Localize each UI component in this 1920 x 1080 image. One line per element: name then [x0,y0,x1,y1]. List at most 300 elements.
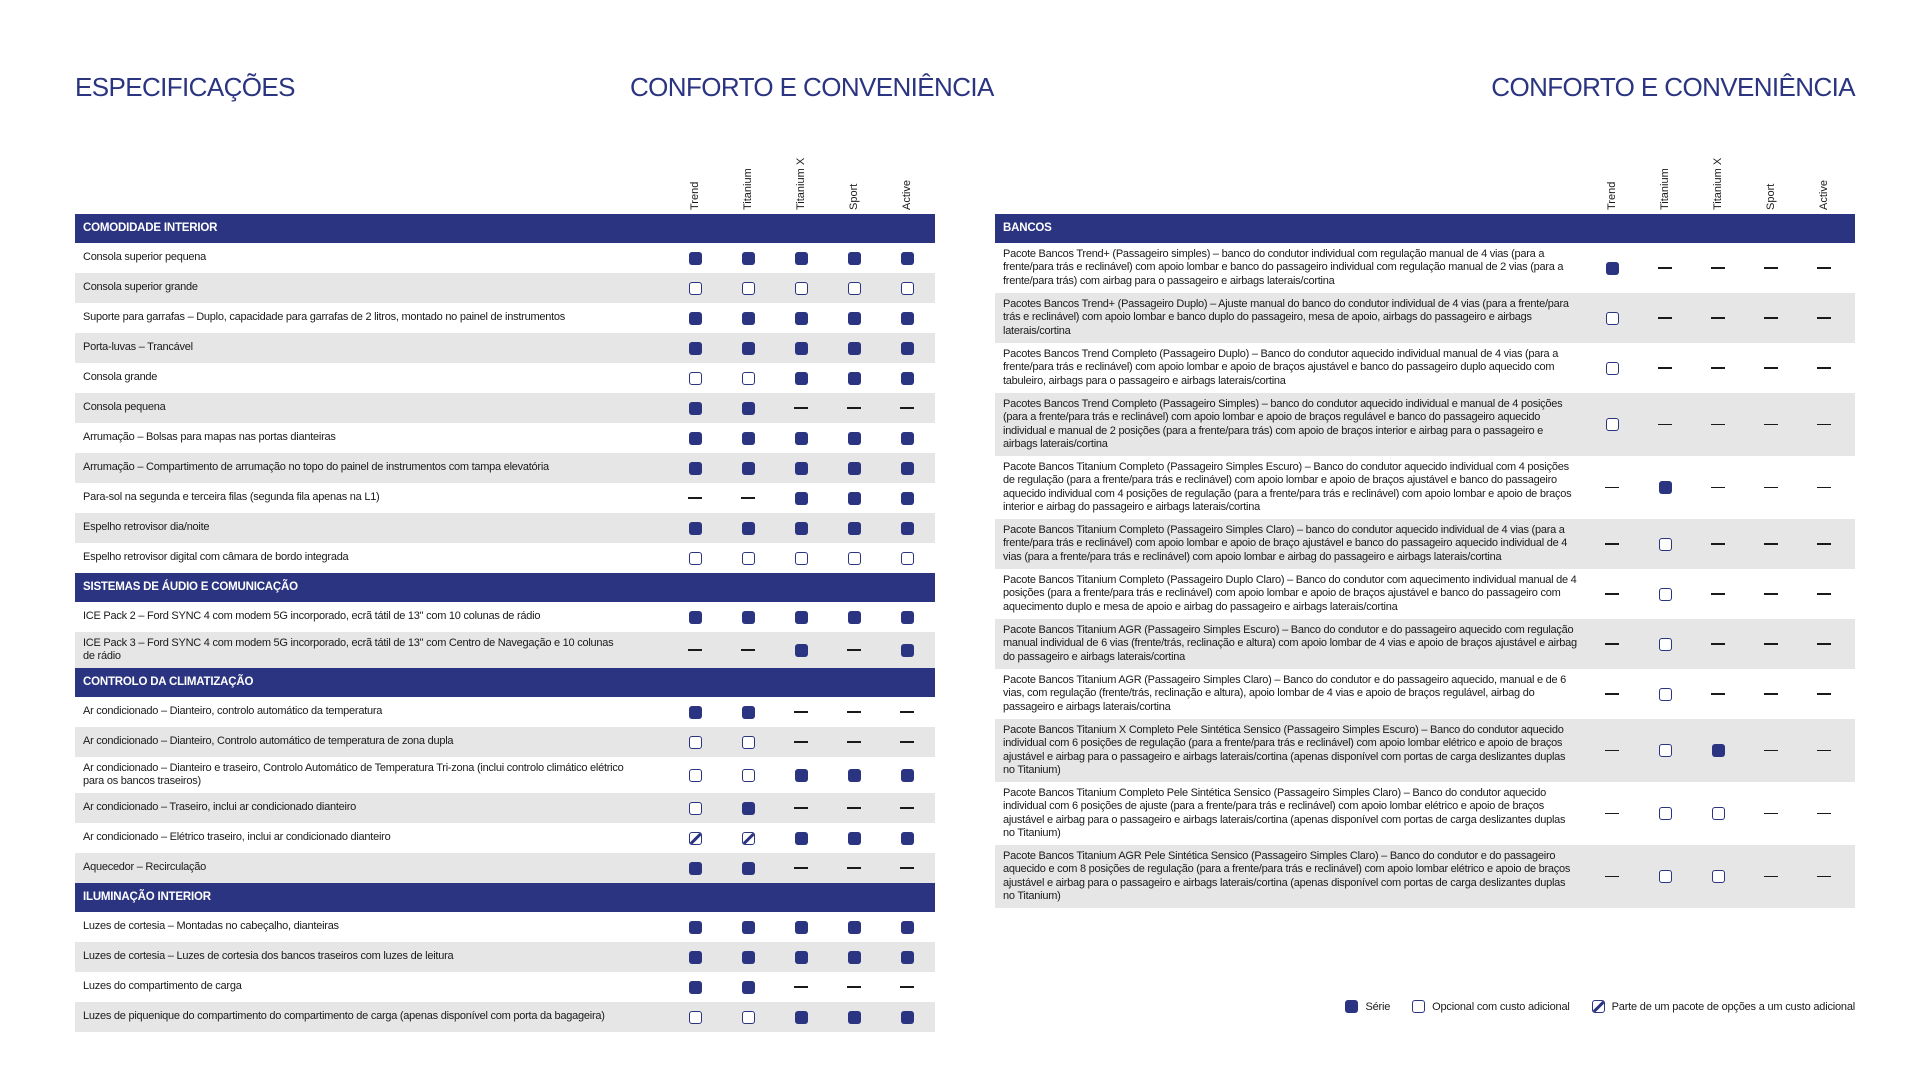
section-header: CONTROLO DA CLIMATIZAÇÃO [75,668,935,697]
column-header-label: Sport [1765,183,1777,210]
optional-square-icon [689,802,702,815]
availability-cell [847,311,861,325]
not-available-dash-icon [847,986,861,988]
optional-square-icon [901,282,914,295]
availability-cell [688,801,702,815]
not-available-dash-icon [1817,367,1831,369]
not-available-dash-icon [741,649,755,651]
column-header-trend [1605,150,1619,210]
row-label: Pacote Bancos Titanium AGR (Passageiro Simples Claro) – Banco do condutor e do passageiro aquecido, manual e de 6 vias, com regulação (frente/trás, reclinação e altura), apoio lombar de 4 vias e apoio de braços regulável, airbag do passageiro e airbags laterais/cortina [1003,673,1567,713]
table-row [75,543,935,573]
availability-cell [900,431,914,445]
availability-cell [1711,807,1725,821]
not-available-dash-icon [1764,367,1778,369]
optional-square-icon [1659,870,1672,883]
standard-square-icon [742,862,755,875]
standard-square-icon [742,981,755,994]
availability-cell [847,551,861,565]
availability-cell [794,491,808,505]
not-available-dash-icon [1605,593,1619,595]
availability-cell [1658,687,1672,701]
standard-square-icon [742,342,755,355]
availability-cell [741,610,755,624]
availability-cell [847,610,861,624]
not-available-dash-icon [900,741,914,743]
not-available-dash-icon [1764,424,1778,426]
availability-cell [847,643,861,657]
availability-cell [794,705,808,719]
table-row [75,912,935,942]
availability-cell [900,610,914,624]
availability-cell [1817,587,1831,601]
availability-cell [794,461,808,475]
availability-cell [900,920,914,934]
availability-cell [1605,311,1619,325]
availability-cell [847,920,861,934]
not-available-dash-icon [1764,693,1778,695]
row-label: Luzes de cortesia – Montadas no cabeçalho, dianteiras [83,920,339,933]
column-header-label: Trend [1606,181,1618,210]
column-header-titanium [1658,150,1672,210]
standard-square-icon [848,832,861,845]
availability-cell [1605,537,1619,551]
optional-square-icon [1659,638,1672,651]
row-label: Espelho retrovisor dia/noite [83,521,210,534]
row-label: Ar condicionado – Traseiro, inclui ar condicionado dianteiro [83,801,357,814]
table-row [995,393,1855,456]
row-label: Luzes de cortesia – Luzes de cortesia dos bancos traseiros com luzes de leitura [83,950,454,963]
availability-cell [741,980,755,994]
availability-cell [688,431,702,445]
optional-square-icon [848,282,861,295]
availability-cell [900,311,914,325]
availability-cell [847,491,861,505]
availability-cell [741,705,755,719]
standard-square-icon [742,951,755,964]
table-row [75,632,935,668]
availability-cell [900,768,914,782]
availability-cell [900,371,914,385]
availability-cell [688,491,702,505]
availability-cell [688,341,702,355]
row-label: Arrumação – Compartimento de arrumação no topo do painel de instrumentos com tampa elevatória [83,461,549,474]
not-available-dash-icon [1817,643,1831,645]
standard-square-icon [689,706,702,719]
standard-square-icon [742,802,755,815]
table-row [75,823,935,853]
standard-square-icon [1712,744,1725,757]
table-row [995,456,1855,519]
availability-cell [847,735,861,749]
standard-square-icon [689,252,702,265]
availability-cell [741,461,755,475]
column-header-sport [1764,150,1778,210]
column-header-label: Active [1818,180,1830,210]
availability-cell [900,861,914,875]
row-label: Ar condicionado – Elétrico traseiro, inclui ar condicionado dianteiro [83,831,391,844]
not-available-dash-icon [1658,317,1672,319]
legend-serie-label: Série [1365,1000,1391,1013]
availability-cell [1711,687,1725,701]
standard-square-icon [689,522,702,535]
table-row [995,519,1855,569]
availability-cell [1817,261,1831,275]
column-header-titanium-x [1711,150,1725,210]
not-available-dash-icon [794,986,808,988]
availability-cell [794,610,808,624]
spec-table-left [75,150,935,1032]
section-header: BANCOS [995,214,1855,243]
availability-cell [900,831,914,845]
not-available-dash-icon [1764,876,1778,878]
not-available-dash-icon [688,497,702,499]
availability-cell [1817,870,1831,884]
not-available-dash-icon [1817,876,1831,878]
column-header-trend [688,150,702,210]
not-available-dash-icon [1605,693,1619,695]
column-header-active [1817,150,1831,210]
standard-square-icon [1659,481,1672,494]
optional-square-icon [742,372,755,385]
availability-cell [900,461,914,475]
availability-cell [847,801,861,815]
table-row [75,727,935,757]
availability-cell [900,521,914,535]
not-available-dash-icon [1658,424,1672,426]
row-label: Consola superior pequena [83,251,207,264]
availability-cell [900,551,914,565]
availability-cell [900,491,914,505]
table-row [75,303,935,333]
availability-cell [688,1010,702,1024]
availability-cell [794,551,808,565]
availability-cell [847,831,861,845]
table-row [995,845,1855,908]
not-available-dash-icon [1817,593,1831,595]
optional-square-icon [742,736,755,749]
standard-square-icon [795,1011,808,1024]
availability-cell [900,705,914,719]
availability-cell [794,950,808,964]
standard-square-icon [742,522,755,535]
table-row [995,719,1855,782]
availability-cell [794,768,808,782]
table-row [75,453,935,483]
not-available-dash-icon [794,741,808,743]
row-label: Luzes do compartimento de carga [83,980,242,993]
not-available-dash-icon [1764,543,1778,545]
not-available-dash-icon [1817,267,1831,269]
optional-square-icon [1659,744,1672,757]
row-label: Pacote Bancos Titanium AGR (Passageiro Simples Escuro) – Banco do condutor e do passageiro aquecido com regulação manual individual de 6 vias (frente/trás, reclinação e altura) com apoio lombar de 4 vias e apoio de braços ajustável e airbag do passageiro e airbags laterais/cortina [1003,623,1577,663]
section-header: SISTEMAS DE ÁUDIO E COMUNICAÇÃO [75,573,935,602]
availability-cell [1711,481,1725,495]
not-available-dash-icon [1764,593,1778,595]
standard-square-icon [901,951,914,964]
row-label: Pacote Bancos Trend+ (Passageiro simples) – banco do condutor individual com regulação manual de 4 vias (para a frente/para trás e reclinável) com apoio lombar e banco do passageiro individual com regulação manual de 2 vias (para a frente/para trás) com airbag para o passageiro e airbags laterais/cortina [1003,247,1564,287]
availability-cell [1764,637,1778,651]
availability-cell [794,371,808,385]
standard-square-icon [901,611,914,624]
not-available-dash-icon [1764,487,1778,489]
row-label: ICE Pack 3 – Ford SYNC 4 com modem 5G incorporado, ecrã tátil de 13" com Centro de Navegação e 10 colunas de rádio [83,636,614,662]
row-label: Consola pequena [83,401,166,414]
not-available-dash-icon [1605,643,1619,645]
availability-cell [900,401,914,415]
availability-cell [741,1010,755,1024]
row-label: Pacotes Bancos Trend+ (Passageiro Duplo) – Ajuste manual do banco do condutor individual de 4 vias (para a frente/para trás e reclinável) com apoio lombar e banco duplo do passageiro, mesa de apoio, airbags do passageiro e airbags laterais/cortina [1003,297,1569,337]
availability-cell [900,281,914,295]
row-label: Arrumação – Bolsas para mapas nas portas dianteiras [83,431,336,444]
not-available-dash-icon [1764,317,1778,319]
not-available-dash-icon [1817,487,1831,489]
not-available-dash-icon [1711,367,1725,369]
availability-cell [1658,637,1672,651]
availability-cell [741,521,755,535]
availability-cell [741,801,755,815]
availability-cell [741,768,755,782]
not-available-dash-icon [1711,543,1725,545]
standard-square-icon [901,522,914,535]
availability-cell [1711,311,1725,325]
not-available-dash-icon [847,807,861,809]
not-available-dash-icon [741,497,755,499]
standard-square-icon [795,342,808,355]
availability-cell [847,861,861,875]
standard-square-icon [848,769,861,782]
availability-cell [1711,261,1725,275]
not-available-dash-icon [1658,367,1672,369]
standard-square-icon [795,769,808,782]
standard-square-icon [848,372,861,385]
row-label: Pacotes Bancos Trend Completo (Passageiro Simples) – banco do condutor aquecido individual e manual de 4 posições (para a frente/para trás e reclinável) com apoio lombar e apoio de braços regulável e banco do passageiro aquecido individual e manual de 2 posições (para a frente/para trás) com apoio de braços interior e airbag para o passageiro e airbags laterais/cortina [1003,397,1563,450]
row-label: Pacote Bancos Titanium Completo Pele Sintética Sensico (Passageiro Simples Claro) – Banco do condutor aquecido individual com 6 posições de ajuste (para a frente/para trás e reclinável) com apoio lombar elétrico e apoio de braços ajustável e airbag para o passageiro e airbags laterais/cortina (apenas disponível com portas de carga deslizantes duplas no Titanium) [1003,786,1566,839]
standard-square-icon [742,611,755,624]
not-available-dash-icon [1817,424,1831,426]
availability-cell [1764,418,1778,432]
optional-square-icon [689,372,702,385]
standard-square-icon [742,252,755,265]
standard-square-icon [689,981,702,994]
column-header-sport [847,150,861,210]
optional-square-icon [795,282,808,295]
availability-cell [900,251,914,265]
availability-cell [1658,361,1672,375]
optional-square-icon [742,769,755,782]
column-headers [75,150,935,214]
availability-cell [1605,637,1619,651]
availability-cell [794,735,808,749]
not-available-dash-icon [1605,487,1619,489]
standard-square-icon [689,921,702,934]
not-available-dash-icon [900,807,914,809]
not-available-dash-icon [847,407,861,409]
standard-square-icon [795,462,808,475]
availability-cell [1605,261,1619,275]
availability-cell [794,311,808,325]
row-label: Consola grande [83,371,158,384]
standard-square-icon [1345,1000,1358,1013]
availability-cell [1711,870,1725,884]
table-row [75,423,935,453]
availability-cell [688,461,702,475]
standard-square-icon [1606,262,1619,275]
standard-square-icon [742,921,755,934]
availability-cell [1764,311,1778,325]
availability-cell [847,401,861,415]
optional-square-icon [689,552,702,565]
availability-cell [794,431,808,445]
availability-cell [847,1010,861,1024]
table-row [995,293,1855,343]
table-row [75,942,935,972]
availability-cell [1658,870,1672,884]
availability-cell [1764,537,1778,551]
table-row [75,793,935,823]
table-row [75,243,935,273]
availability-cell [1817,311,1831,325]
row-label: Aquecedor – Recirculação [83,861,207,874]
not-available-dash-icon [1711,487,1725,489]
standard-square-icon [901,1011,914,1024]
standard-square-icon [795,312,808,325]
standard-square-icon [901,769,914,782]
standard-square-icon [742,312,755,325]
column-header-label: Titanium [742,168,754,210]
standard-square-icon [689,312,702,325]
standard-square-icon [901,492,914,505]
page-title-especificacoes: ESPECIFICAÇÕES [75,72,295,102]
column-header-active [900,150,914,210]
standard-square-icon [848,921,861,934]
optional-square-icon [742,1011,755,1024]
availability-cell [794,341,808,355]
not-available-dash-icon [1711,424,1725,426]
not-available-dash-icon [1605,876,1619,878]
not-available-dash-icon [794,867,808,869]
table-row [995,243,1855,293]
availability-cell [688,705,702,719]
availability-cell [741,735,755,749]
standard-square-icon [742,462,755,475]
availability-cell [1711,537,1725,551]
availability-cell [1817,744,1831,758]
column-header-label: Active [901,180,913,210]
standard-square-icon [689,432,702,445]
availability-cell [1817,637,1831,651]
availability-cell [847,431,861,445]
legend [1345,1000,1855,1013]
not-available-dash-icon [900,867,914,869]
not-available-dash-icon [900,711,914,713]
not-available-dash-icon [900,407,914,409]
availability-cell [688,861,702,875]
availability-cell [1817,687,1831,701]
standard-square-icon [848,432,861,445]
optional-square-icon [689,282,702,295]
column-header-titanium-x [794,150,808,210]
availability-cell [741,491,755,505]
availability-cell [688,831,702,845]
section-header: COMODIDADE INTERIOR [75,214,935,243]
row-label: Suporte para garrafas – Duplo, capacidade para garrafas de 2 litros, montado no painel de instrumentos [83,311,566,324]
standard-square-icon [795,492,808,505]
availability-cell [794,401,808,415]
row-label: Ar condicionado – Dianteiro e traseiro, Controlo Automático de Temperatura Tri-zona (inclui controlo climático elétrico para os bancos traseiros) [83,761,624,787]
optional-square-icon [1606,362,1619,375]
legend-opcional [1412,1000,1569,1013]
optional-square-icon [742,552,755,565]
standard-square-icon [901,462,914,475]
optional-square-icon [1412,1000,1425,1013]
optional-square-icon [1659,807,1672,820]
standard-square-icon [901,921,914,934]
availability-cell [688,643,702,657]
standard-square-icon [901,342,914,355]
availability-cell [900,1010,914,1024]
row-label: Pacote Bancos Titanium Completo (Passageiro Duplo Claro) – Banco do condutor com aquecimento individual manual de 4 posições (para a frente/para trás e reclinável) com apoio lombar e apoio de braços ajustável e banco do passageiro com aquecimento duplo e mesa de apoio e airbag do passageiro e airbags laterais/cortina [1003,573,1577,613]
section-header: ILUMINAÇÃO INTERIOR [75,883,935,912]
standard-square-icon [848,492,861,505]
availability-cell [688,401,702,415]
package-square-icon [1592,1000,1605,1013]
not-available-dash-icon [900,986,914,988]
availability-cell [847,950,861,964]
availability-cell [688,980,702,994]
availability-cell [794,980,808,994]
standard-square-icon [795,644,808,657]
availability-cell [1764,807,1778,821]
availability-cell [847,980,861,994]
table-row [75,757,935,793]
not-available-dash-icon [1711,267,1725,269]
availability-cell [741,950,755,964]
standard-square-icon [901,432,914,445]
standard-square-icon [901,644,914,657]
spec-table-right [995,150,1855,908]
not-available-dash-icon [1764,267,1778,269]
availability-cell [1817,807,1831,821]
not-available-dash-icon [794,711,808,713]
optional-square-icon [742,282,755,295]
table-row [75,697,935,727]
availability-cell [847,371,861,385]
optional-square-icon [1659,588,1672,601]
availability-cell [900,980,914,994]
availability-cell [741,281,755,295]
optional-square-icon [1659,538,1672,551]
availability-cell [1817,537,1831,551]
availability-cell [741,831,755,845]
availability-cell [1658,261,1672,275]
availability-cell [1605,361,1619,375]
availability-cell [1764,587,1778,601]
not-available-dash-icon [1658,267,1672,269]
row-label: Espelho retrovisor digital com câmara de bordo integrada [83,551,349,564]
availability-cell [741,643,755,657]
column-header-label: Sport [848,183,860,210]
availability-cell [741,311,755,325]
table-row [995,343,1855,393]
availability-cell [1605,807,1619,821]
availability-cell [794,801,808,815]
availability-cell [847,768,861,782]
column-header-label: Titanium X [795,157,807,210]
availability-cell [900,801,914,815]
standard-square-icon [848,611,861,624]
standard-square-icon [689,862,702,875]
not-available-dash-icon [1764,813,1778,815]
